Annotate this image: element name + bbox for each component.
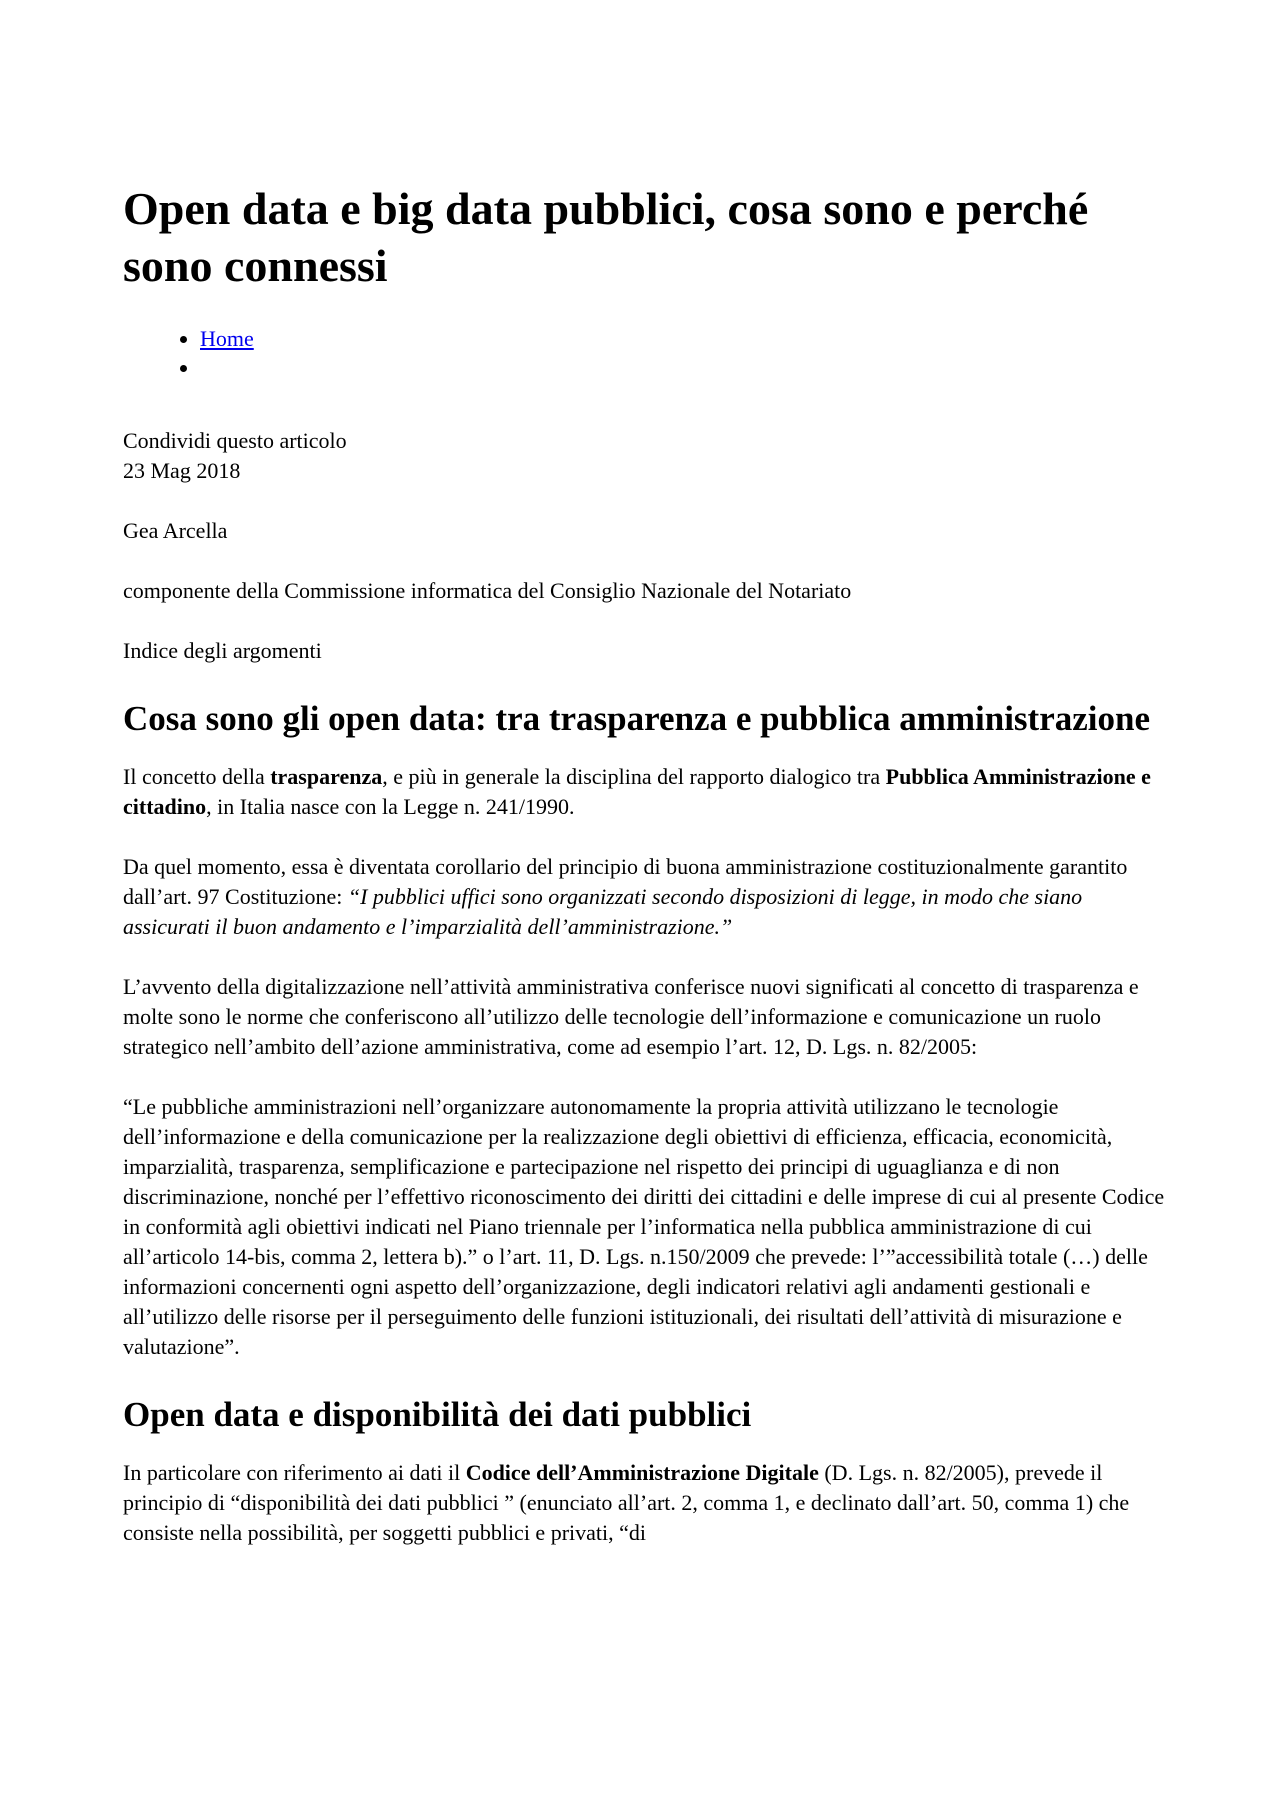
text-run: Da quel momento, essa è diventata corollario del principio di buona amministrazione costituzionalmente garantito dall’art. 97 Costituzione: <box>123 854 1128 909</box>
text-run: Il concetto della <box>123 764 271 789</box>
paragraph-costituzione <box>123 852 1173 942</box>
article <box>123 180 1173 1578</box>
breadcrumb-item-home <box>200 324 1173 353</box>
page-title: Open data e big data pubblici, cosa sono e perché sono connessi <box>123 183 1089 291</box>
breadcrumb <box>123 324 1173 382</box>
paragraph-trasparenza <box>123 762 1173 822</box>
section-heading-disponibilita: Open data e disponibilità dei dati pubblici <box>123 1395 752 1434</box>
bold-text: Pubblica Amministrazione e cittadino <box>123 764 1151 819</box>
home-link[interactable]: Home <box>200 326 254 351</box>
share-label: Condividi questo articolo <box>123 428 347 453</box>
text-run: , e più in generale la disciplina del rapporto dialogico tra <box>382 764 886 789</box>
toc-label[interactable]: Indice degli argomenti <box>123 638 322 663</box>
section-heading-open-data: Cosa sono gli open data: tra trasparenza e pubblica amministrazione <box>123 699 1150 738</box>
paragraph-digitalizzazione: L’avvento della digitalizzazione nell’attività amministrativa conferisce nuovi significati al concetto di trasparenza e molte sono le norme che conferiscono all’utilizzo delle tecnologie dell’informazione e comunicazione un ruolo strategico nell’ambito dell’azione amministrativa, come ad esempio l’art. 12, D. Lgs. n. 82/2005: <box>123 974 1139 1059</box>
paragraph-quote-cad: “Le pubbliche amministrazioni nell’organizzare autonomamente la propria attività utilizzano le tecnologie dell’informazione e della comunicazione per la realizzazione degli obiettivi di efficienza, efficacia, economicità, imparzialità, trasparenza, semplificazione e partecipazione nel rispetto dei principi di uguaglianza e di non discriminazione, nonché per l’effettivo riconoscimento dei diritti dei cittadini e delle imprese di cui al presente Codice in conformità agli obiettivi indicati nel Piano triennale per l’informatica nella pubblica amministrazione di cui all’articolo 14-bis, comma 2, lettera b).” o l’art. 11, D. Lgs. n.150/2009 che prevede: l’”accessibilità totale (…) delle informazioni concernenti ogni aspetto dell’organizzazione, degli indicatori relativi agli andamenti gestionali e all’utilizzo delle risorse per il perseguimento delle funzioni istituzionali, dei risultati dell’attività di misurazione e valutazione”. <box>123 1094 1165 1359</box>
bold-text: Codice dell’Amministrazione Digitale <box>465 1460 819 1485</box>
author-role: componente della Commissione informatica del Consiglio Nazionale del Notariato <box>123 578 852 603</box>
article-meta <box>123 426 1173 486</box>
publish-date: 23 Mag 2018 <box>123 458 241 483</box>
bold-text: trasparenza <box>270 764 383 789</box>
author-name: Gea Arcella <box>123 518 228 543</box>
text-run: (D. Lgs. n. 82/2005), prevede il principio di “disponibilità dei dati pubblici ” (enunciato all’art. 2, comma 1, e declinato dall’art. 50, comma 1) che consiste nella possibilità, per soggetti pubblici e privati, “di <box>123 1460 1130 1545</box>
paragraph-cad <box>123 1458 1173 1548</box>
breadcrumb-item-current <box>200 353 1173 382</box>
text-run: In particolare con riferimento ai dati il <box>123 1460 466 1485</box>
quote-italic: “I pubblici uffici sono organizzati secondo disposizioni di legge, in modo che siano assicurati il buon andamento e l’imparzialità dell’amministrazione.” <box>123 884 1083 939</box>
text-run: , in Italia nasce con la Legge n. 241/1990. <box>206 794 575 819</box>
